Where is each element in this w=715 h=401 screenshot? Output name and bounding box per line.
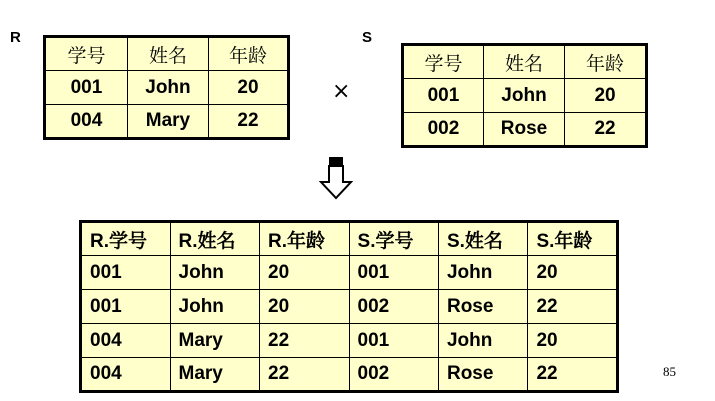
table-r [43,35,290,140]
table-product [79,220,619,393]
table-cell: John [127,71,208,105]
table-cell: 22 [565,113,647,147]
table-product-header: S.学号 [349,222,438,256]
table-cell: John [170,256,260,290]
table-row [81,358,618,392]
table-cell: 22 [260,324,350,358]
label-s: S [362,29,373,46]
table-row [45,105,289,139]
table-row [81,256,618,290]
table-cell: Mary [170,324,260,358]
table-product-header: S.姓名 [438,222,527,256]
table-cell: 002 [403,113,484,147]
label-r: R [10,29,21,46]
table-cell: 22 [260,358,350,392]
table-r-header: 学号 [45,37,128,71]
table-cell: 22 [528,290,618,324]
table-product-header-row [81,222,618,256]
table-row [81,324,618,358]
table-cell: Mary [127,105,208,139]
table-s-header-row [403,45,647,79]
table-r-header: 年龄 [209,37,289,71]
down-arrow-icon [318,156,354,200]
table-cell: 002 [349,358,438,392]
table-cell: John [170,290,260,324]
table-cell: John [483,79,564,113]
table-cell: 20 [260,290,350,324]
table-cell: 002 [349,290,438,324]
table-cell: Mary [170,358,260,392]
table-cell: 001 [45,71,128,105]
table-product-header: R.学号 [81,222,171,256]
table-cell: 22 [528,358,618,392]
table-cell: 20 [260,256,350,290]
table-cell: John [438,324,527,358]
table-row [403,113,647,147]
table-s-header: 姓名 [483,45,564,79]
table-cell: John [438,256,527,290]
table-cell: 20 [528,256,618,290]
table-product-header: R.姓名 [170,222,260,256]
table-cell: 004 [81,324,171,358]
table-row [81,290,618,324]
table-cell: Rose [438,290,527,324]
table-row [45,71,289,105]
table-cell: 20 [528,324,618,358]
table-cell: Rose [483,113,564,147]
table-product-header: S.年龄 [528,222,618,256]
table-product-header: R.年龄 [260,222,350,256]
table-cell: 001 [349,324,438,358]
times-sign: × [332,79,351,104]
page-number: 85 [663,364,676,379]
table-cell: Rose [438,358,527,392]
table-r-header-row [45,37,289,71]
table-cell: 004 [81,358,171,392]
table-cell: 001 [81,256,171,290]
table-s [401,43,648,148]
table-cell: 20 [565,79,647,113]
table-s-header: 年龄 [565,45,647,79]
table-s-header: 学号 [403,45,484,79]
table-cell: 20 [209,71,289,105]
table-r-header: 姓名 [127,37,208,71]
table-row [403,79,647,113]
table-cell: 001 [403,79,484,113]
table-cell: 001 [349,256,438,290]
table-cell: 001 [81,290,171,324]
table-cell: 004 [45,105,128,139]
table-cell: 22 [209,105,289,139]
